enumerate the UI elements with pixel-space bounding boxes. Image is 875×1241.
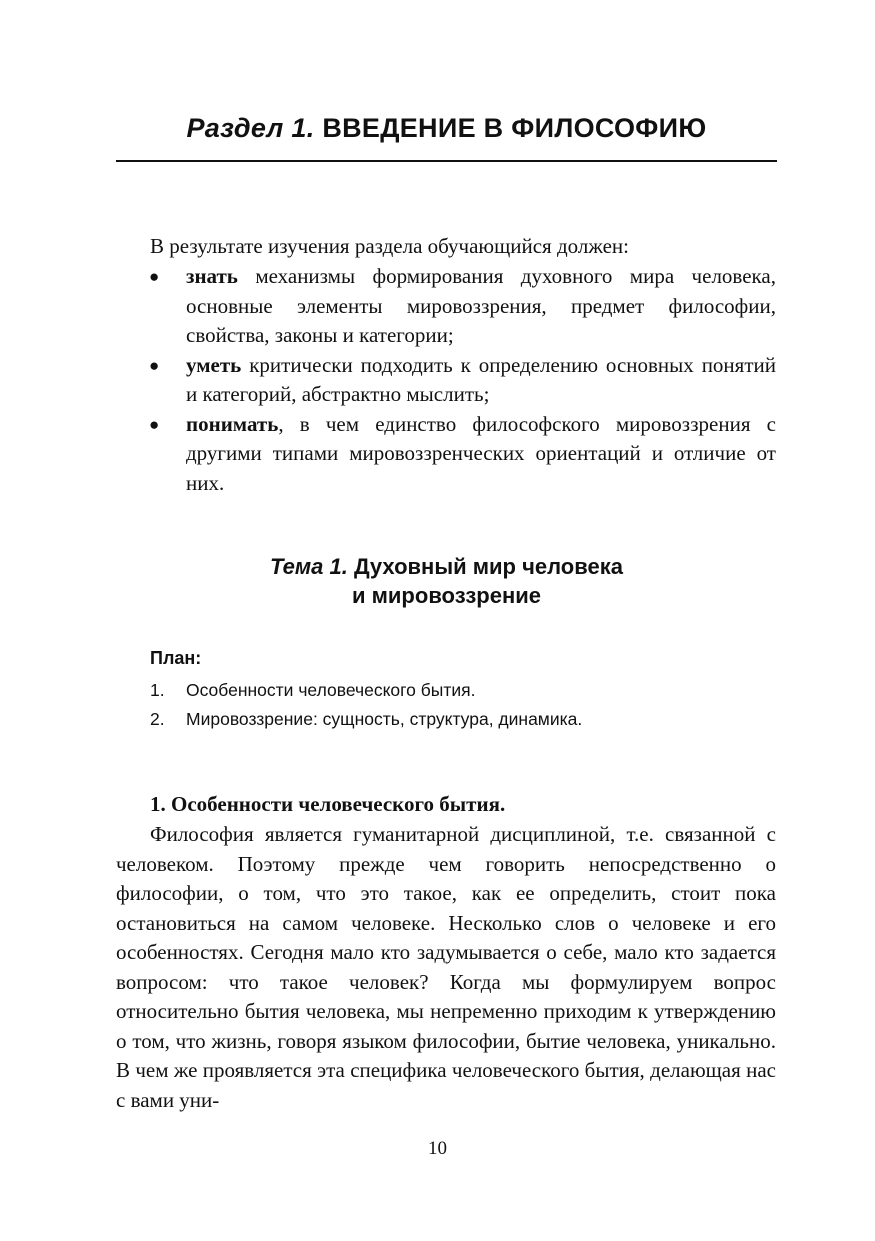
plan-item-number: 1.	[150, 680, 165, 700]
plan-item-text: Мировоззрение: сущность, структура, динамика.	[186, 709, 583, 729]
goal-term: понимать	[186, 411, 279, 436]
goal-text: механизмы формирования духовного мира человека, основные элементы мировоззрения, предмет философии, свойства, законы и категории;	[186, 264, 776, 347]
topic-title-text: Духовный мир человека	[353, 554, 623, 579]
intro-text: В результате изучения раздела обучающийся должен:	[150, 234, 629, 258]
topic-title-line1	[116, 552, 777, 581]
bullet-icon: ●	[149, 267, 160, 286]
section-title	[116, 108, 777, 148]
topic-title-line2: и мировоззрение	[352, 583, 541, 608]
goal-item	[116, 262, 776, 351]
plan-item-number: 2.	[150, 709, 165, 729]
goal-term: знать	[186, 264, 238, 288]
plan-item-text: Особенности человеческого бытия.	[186, 680, 476, 700]
section-label: Раздел 1.	[186, 113, 315, 143]
goal-text: , в чем единство философского мировоззрения с другими типами мировоззренческих ориентаций и отличие от них.	[186, 411, 776, 495]
bullet-icon: ●	[149, 414, 160, 434]
learning-goals-list	[116, 262, 776, 498]
goal-text: критически подходить к определению основных понятий и категорий, абстрактно мыслить;	[186, 352, 776, 406]
section-heading-text: ВВЕДЕНИЕ В ФИЛОСОФИЮ	[322, 113, 707, 143]
title-divider	[116, 160, 777, 162]
subsection-heading: 1. Особенности человеческого бытия.	[150, 792, 506, 816]
bullet-icon: ●	[149, 355, 160, 375]
page-number: 10	[428, 1138, 447, 1159]
topic-label: Тема 1.	[270, 554, 348, 579]
body-paragraph: Философия является гуманитарной дисциплиной, т.е. связанной с человеком. Поэтому прежде чем говорить непосредственно о философии, о том, что это такое, как ее определить, стоит пока остановиться на самом человеке. Несколько слов о человеке и его особенностях. Сегодня мало кто задумывается о себе, мало кто задается вопросом: что такое человек? Когда мы формулируем вопрос относительно бытия человека, мы непременно приходим к утверждению о том, что жизнь, говоря языком философии, бытие человека, уникально. В чем же проявляется эта специфика человеческого бытия, делающая нас с вами уни-	[116, 822, 776, 1112]
plan-item	[150, 705, 582, 734]
goal-term: уметь	[186, 352, 242, 377]
plan-heading: План:	[150, 648, 202, 668]
goal-item	[116, 410, 776, 499]
plan-item	[150, 676, 582, 705]
topic-title	[116, 552, 777, 610]
goal-item	[116, 351, 776, 410]
plan-list	[150, 676, 582, 734]
